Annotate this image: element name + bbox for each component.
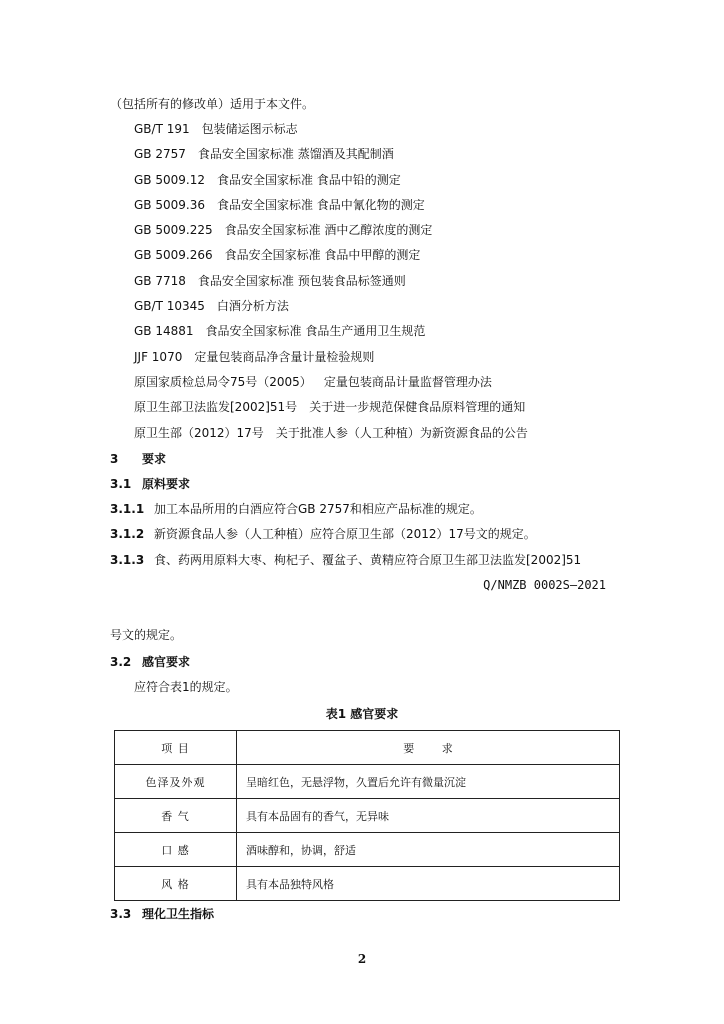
clause-text: 加工本品所用的白酒应符合GB 2757和相应产品标准的规定。 bbox=[154, 502, 482, 516]
reference-title: 食品安全国家标准 酒中乙醇浓度的测定 bbox=[224, 223, 433, 237]
reference-item bbox=[134, 121, 298, 137]
clause-number: 3.1.1 bbox=[110, 502, 145, 516]
table-header-row bbox=[115, 731, 620, 765]
table-row bbox=[115, 765, 620, 799]
reference-title: 食品安全国家标准 食品生产通用卫生规范 bbox=[205, 324, 426, 338]
clause-3-1-1 bbox=[110, 501, 482, 517]
table-row bbox=[115, 867, 620, 901]
standard-number: Q/NMZB 0002S—2021 bbox=[483, 578, 606, 592]
reference-code: 原卫生部卫法监发[2002]51号 bbox=[134, 400, 298, 414]
reference-item bbox=[134, 197, 425, 213]
reference-code: GB 5009.225 bbox=[134, 223, 213, 237]
reference-title: 食品安全国家标准 预包装食品标签通则 bbox=[197, 274, 406, 288]
reference-item bbox=[134, 349, 374, 365]
reference-code: GB/T 10345 bbox=[134, 299, 205, 313]
reference-code: 原国家质检总局令75号（2005） bbox=[134, 375, 312, 389]
reference-code: GB 7718 bbox=[134, 274, 186, 288]
section-number: 3.1 bbox=[110, 477, 132, 491]
reference-code: GB 14881 bbox=[134, 324, 194, 338]
header-cell-requirement: 要 求 bbox=[237, 731, 620, 765]
reference-code: JJF 1070 bbox=[134, 350, 183, 364]
sensory-requirements-table bbox=[114, 730, 620, 901]
reference-code: GB/T 191 bbox=[134, 122, 190, 136]
table-row bbox=[115, 833, 620, 867]
section-number: 3.2 bbox=[110, 655, 132, 669]
row-requirement-cell: 具有本品固有的香气，无异味 bbox=[237, 799, 620, 833]
section-3-3-heading bbox=[110, 906, 214, 922]
reference-title: 食品安全国家标准 蒸馏酒及其配制酒 bbox=[197, 147, 394, 161]
reference-item bbox=[134, 399, 525, 415]
clause-number: 3.1.2 bbox=[110, 527, 145, 541]
table-row bbox=[115, 799, 620, 833]
row-requirement-cell: 具有本品独特风格 bbox=[237, 867, 620, 901]
reference-item bbox=[134, 374, 492, 390]
reference-item bbox=[134, 146, 394, 162]
section-number: 3.3 bbox=[110, 907, 132, 921]
clause-3-1-2 bbox=[110, 526, 536, 542]
table-caption: 表1 感官要求 bbox=[325, 707, 399, 721]
row-item-cell: 香 气 bbox=[115, 799, 237, 833]
section-title: 理化卫生指标 bbox=[142, 907, 215, 921]
section-3-1-heading bbox=[110, 476, 190, 492]
reference-title: 白酒分析方法 bbox=[216, 299, 289, 313]
row-requirement-cell: 呈暗红色，无悬浮物，久置后允许有微量沉淀 bbox=[237, 765, 620, 799]
reference-title: 食品安全国家标准 食品中甲醇的测定 bbox=[224, 248, 421, 262]
header-cell-item: 项 目 bbox=[115, 731, 237, 765]
reference-title: 关于批准人参（人工种植）为新资源食品的公告 bbox=[275, 426, 528, 440]
reference-title: 定量包装商品计量监督管理办法 bbox=[323, 375, 492, 389]
clause-text: 食、药两用原料大枣、枸杞子、覆盆子、黄精应符合原卫生部卫法监发[2002]51 bbox=[154, 553, 582, 567]
reference-code: GB 5009.36 bbox=[134, 198, 205, 212]
clause-3-1-3 bbox=[110, 552, 581, 568]
section-3-heading bbox=[110, 451, 166, 467]
row-requirement-cell: 酒味醇和，协调，舒适 bbox=[237, 833, 620, 867]
section-number: 3 bbox=[110, 452, 119, 466]
section-title: 要求 bbox=[142, 452, 167, 466]
reference-item bbox=[134, 172, 401, 188]
reference-item bbox=[134, 273, 406, 289]
intro-tail-text: （包括所有的修改单）适用于本文件。 bbox=[110, 97, 315, 111]
reference-item bbox=[134, 323, 425, 339]
clause-text: 新资源食品人参（人工种植）应符合原卫生部（2012）17号文的规定。 bbox=[154, 527, 536, 541]
row-item-cell: 风 格 bbox=[115, 867, 237, 901]
reference-code: 原卫生部（2012）17号 bbox=[134, 426, 264, 440]
reference-item bbox=[134, 247, 420, 263]
reference-title: 定量包装商品净含量计量检验规则 bbox=[194, 350, 375, 364]
section-3-2-heading bbox=[110, 654, 190, 670]
clause-number: 3.1.3 bbox=[110, 553, 145, 567]
reference-item bbox=[134, 298, 289, 314]
section-title: 原料要求 bbox=[142, 477, 191, 491]
reference-code: GB 5009.266 bbox=[134, 248, 213, 262]
reference-item bbox=[134, 425, 528, 441]
reference-title: 包装储运图示标志 bbox=[201, 122, 298, 136]
reference-code: GB 2757 bbox=[134, 147, 186, 161]
reference-title: 食品安全国家标准 食品中氰化物的测定 bbox=[216, 198, 425, 212]
row-item-cell: 色泽及外观 bbox=[115, 765, 237, 799]
reference-code: GB 5009.12 bbox=[134, 173, 205, 187]
reference-title: 关于进一步规范保健食品原料管理的通知 bbox=[309, 400, 526, 414]
page-number: 2 bbox=[357, 952, 367, 966]
reference-title: 食品安全国家标准 食品中铅的测定 bbox=[216, 173, 401, 187]
reference-item bbox=[134, 222, 432, 238]
section-3-2-text: 应符合表1的规定。 bbox=[134, 680, 238, 694]
section-title: 感官要求 bbox=[142, 655, 191, 669]
clause-continuation-text: 号文的规定。 bbox=[110, 628, 183, 642]
row-item-cell: 口 感 bbox=[115, 833, 237, 867]
